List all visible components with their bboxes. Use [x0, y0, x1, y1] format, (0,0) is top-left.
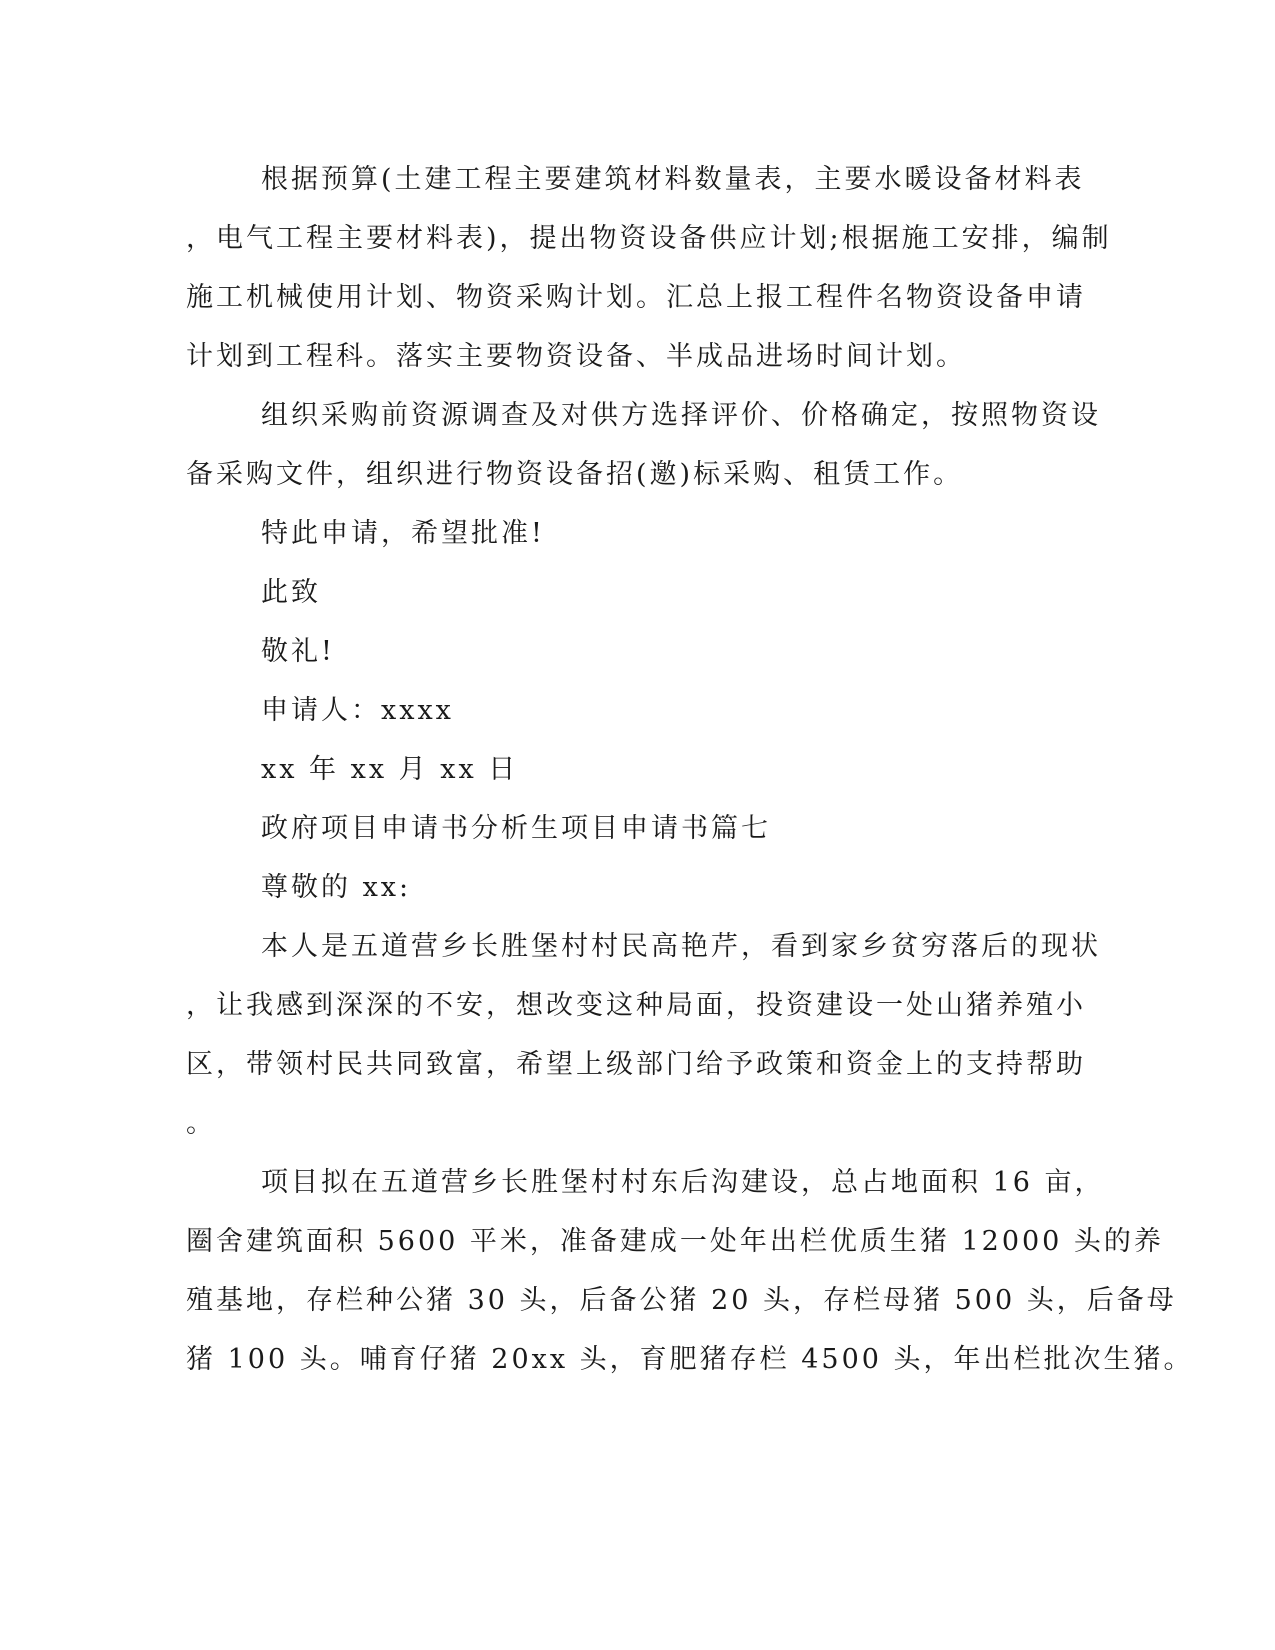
text-line: 施工机械使用计划、物资采购计划。汇总上报工程件名物资设备申请 [186, 282, 1086, 313]
text-line: ，电气工程主要材料表)，提出物资设备供应计划;根据施工安排，编制 [186, 223, 1112, 254]
text-line: 项目拟在五道营乡长胜堡村村东后沟建设，总占地面积 16 亩， [261, 1167, 1105, 1198]
text-line: 殖基地，存栏种公猪 30 头，后备公猪 20 头，存栏母猪 500 头，后备母 [186, 1285, 1177, 1316]
text-line: 本人是五道营乡长胜堡村村民高艳芹，看到家乡贫穷落后的现状 [261, 931, 1101, 962]
text-line: 根据预算(土建工程主要建筑材料数量表，主要水暖设备材料表 [261, 164, 1085, 195]
text-line: ，让我感到深深的不安，想改变这种局面，投资建设一处山猪养殖小 [186, 990, 1086, 1021]
text-line: 此致 [261, 577, 321, 608]
text-line: 申请人：xxxx [261, 695, 454, 726]
text-line: 计划到工程科。落实主要物资设备、半成品进场时间计划。 [186, 341, 966, 372]
text-line: 圈舍建筑面积 5600 平米，准备建成一处年出栏优质生猪 12000 头的养 [186, 1226, 1164, 1257]
text-line: 敬礼! [261, 636, 335, 667]
text-line: 尊敬的 xx: [261, 872, 412, 903]
text-line: xx 年 xx 月 xx 日 [261, 754, 519, 785]
text-line: 猪 100 头。哺育仔猪 20xx 头，育肥猪存栏 4500 头，年出栏批次生猪。 [186, 1344, 1194, 1375]
text-line: 。 [186, 1108, 216, 1139]
text-line: 备采购文件，组织进行物资设备招(邀)标采购、租赁工作。 [186, 459, 964, 490]
text-line: 特此申请，希望批准! [261, 518, 545, 549]
section-title: 政府项目申请书分析生项目申请书篇七 [261, 813, 771, 844]
text-line: 区，带领村民共同致富，希望上级部门给予政策和资金上的支持帮助 [186, 1049, 1086, 1080]
text-line: 组织采购前资源调查及对供方选择评价、价格确定，按照物资设 [261, 400, 1101, 431]
